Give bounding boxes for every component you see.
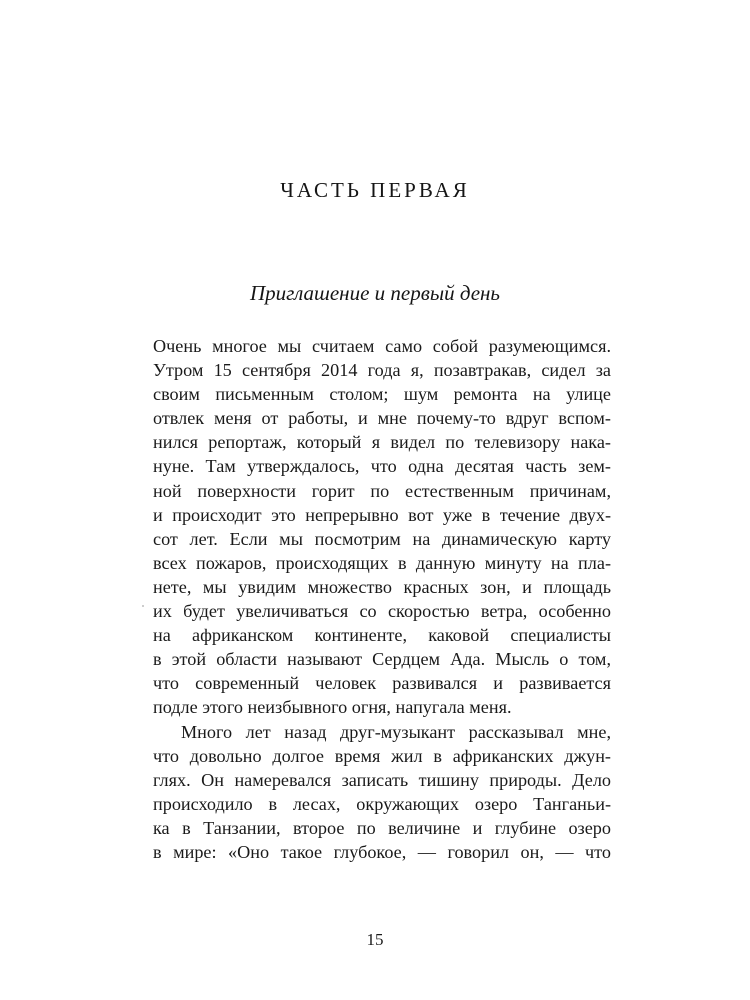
body-text [153, 334, 611, 864]
text-line: сот лет. Если мы посмотрим на динамическую карту [153, 528, 611, 549]
part-title: ЧАСТЬ ПЕРВАЯ [280, 178, 470, 202]
text-line: нете, мы увидим множество красных зон, и площадь [153, 576, 611, 597]
page-number: 15 [366, 930, 384, 949]
text-line: нуне. Там утверждалось, что одна десятая часть зем- [153, 456, 611, 477]
text-line: что довольно долгое время жил в африканских джун- [153, 745, 611, 766]
paragraph-2 [153, 720, 611, 865]
text-line: в этой области называют Сердцем Ада. Мысль о том, [153, 649, 611, 670]
text-line: нился репортаж, который я видел по телевизору нака- [153, 432, 611, 453]
text-line: всех пожаров, происходящих в данную минуту на пла- [153, 552, 611, 573]
text-line: ка в Танзании, второе по величине и глубине озеро [153, 817, 611, 838]
text-line: что современный человек развивался и развивается [153, 673, 611, 694]
text-line: глях. Он намеревался записать тишину природы. Дело [153, 769, 611, 790]
text-line: на африканском континенте, каковой специалисты [153, 625, 611, 646]
text-line: отвлек меня от работы, и мне почему-то вдруг вспом- [153, 408, 611, 429]
text-line: своим письменным столом; шум ремонта на улице [153, 384, 611, 405]
chapter-title: Приглашение и первый день [250, 281, 500, 305]
text-line: и происходит это непрерывно вот уже в течение двух- [153, 504, 611, 525]
text-line: происходило в лесах, окружающих озеро Танганьи- [153, 793, 611, 814]
text-line: их будет увеличиваться со скоростью ветра, особенно [153, 601, 611, 622]
text-line: Много лет назад друг-музыкант рассказывал мне, [181, 721, 611, 742]
scan-speck [142, 605, 144, 607]
text-line: в мире: «Оно такое глубокое, — говорил он, — что [153, 841, 611, 862]
text-line: ной поверхности горит по естественным причинам, [153, 480, 611, 501]
text-line: Утром 15 сентября 2014 года я, позавтракав, сидел за [153, 360, 611, 381]
text-line: подле этого неизбывного огня, напугала меня. [153, 697, 512, 718]
text-line: Очень многое мы считаем само собой разумеющимся. [153, 336, 611, 356]
paragraph-1 [153, 334, 611, 720]
